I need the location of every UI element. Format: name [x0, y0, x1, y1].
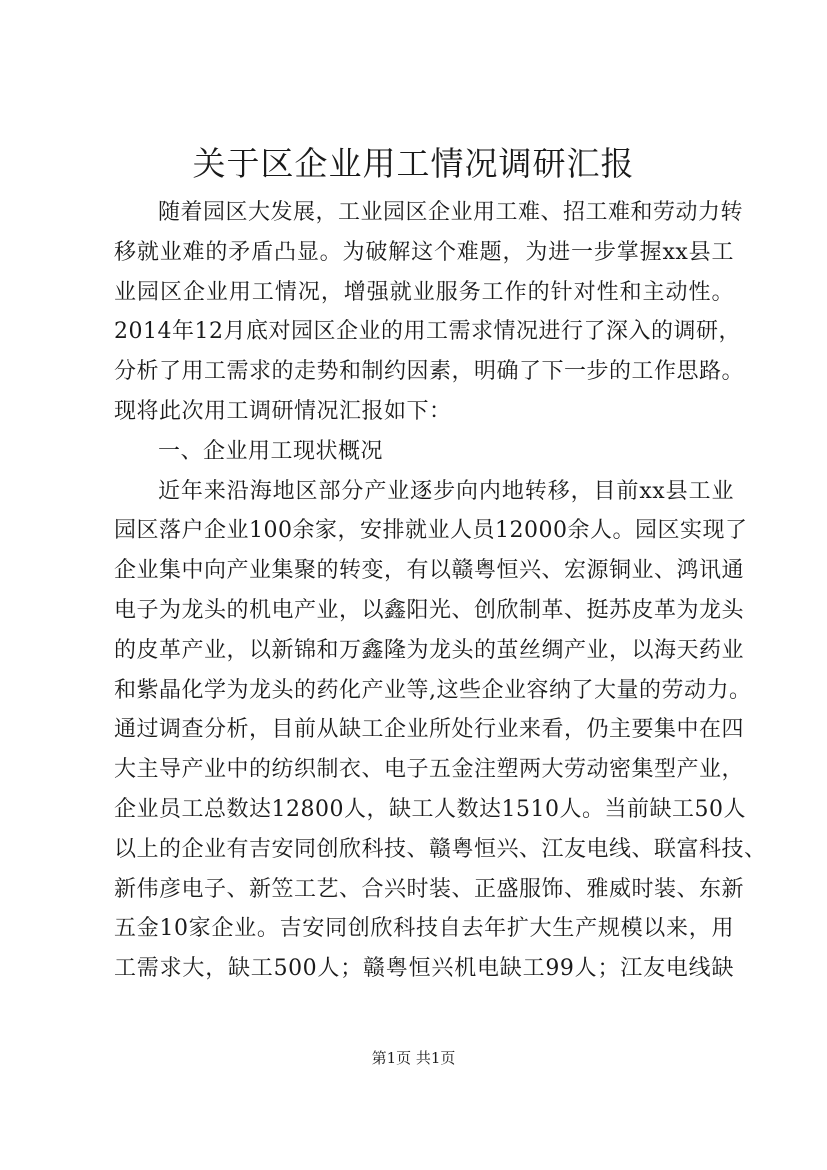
body-line: 现将此次用工调研情况汇报如下： [114, 398, 452, 424]
body-line: 工需求大，缺工500人；赣粤恒兴机电缺工99人；江友电线缺 [114, 956, 734, 982]
body-line: 企业员工总数达12800人，缺工人数达1510人。当前缺工50人 [114, 796, 746, 822]
body-line: 随着园区大发展，工业园区企业用工难、招工难和劳动力转 [158, 200, 744, 225]
body-line: 园区落户企业100余家，安排就业人员12000余人。园区实现了 [114, 518, 748, 544]
body-line: 五金10家企业。吉安同创欣科技自去年扩大生产规模以来，用 [114, 916, 734, 942]
document-body [114, 193, 767, 989]
body-line: 的皮革产业，以新锦和万鑫隆为龙头的茧丝绸产业，以海天药业 [114, 637, 745, 663]
body-line: 移就业难的矛盾凸显。为破解这个难题，为进一步掌握xx县工 [114, 239, 734, 265]
body-line: 大主导产业中的纺织制衣、电子五金注塑两大劳动密集型产业， [114, 757, 745, 783]
page-footer: 第1页 共1页 [371, 1049, 456, 1067]
document-title: 关于区企业用工情况调研汇报 [192, 144, 635, 183]
body-line: 新伟彦电子、新笠工艺、合兴时装、正盛服饰、雅威时装、东新 [114, 876, 745, 902]
body-line: 和紫晶化学为龙头的药化产业等,这些企业容纳了大量的劳动力。 [114, 677, 752, 703]
body-line: 企业集中向产业集聚的转变，有以赣粤恒兴、宏源铜业、鸿讯通 [114, 558, 745, 584]
body-line: 通过调查分析，目前从缺工企业所处行业来看，仍主要集中在四 [114, 717, 745, 743]
body-line: 分析了用工需求的走势和制约因素，明确了下一步的工作思路。 [114, 359, 745, 385]
body-line: 近年来沿海地区部分产业逐步向内地转移，目前xx县工业 [158, 478, 734, 504]
body-line: 2014年12月底对园区企业的用工需求情况进行了深入的调研， [114, 319, 741, 345]
body-line: 电子为龙头的机电产业，以鑫阳光、创欣制革、挺苏皮革为龙头 [114, 597, 745, 623]
body-line: 业园区企业用工情况，增强就业服务工作的针对性和主动性。 [114, 279, 734, 305]
body-line: 一、企业用工现状概况 [158, 438, 384, 464]
body-line: 以上的企业有吉安同创欣科技、赣粤恒兴、江友电线、联富科技、 [114, 836, 767, 862]
